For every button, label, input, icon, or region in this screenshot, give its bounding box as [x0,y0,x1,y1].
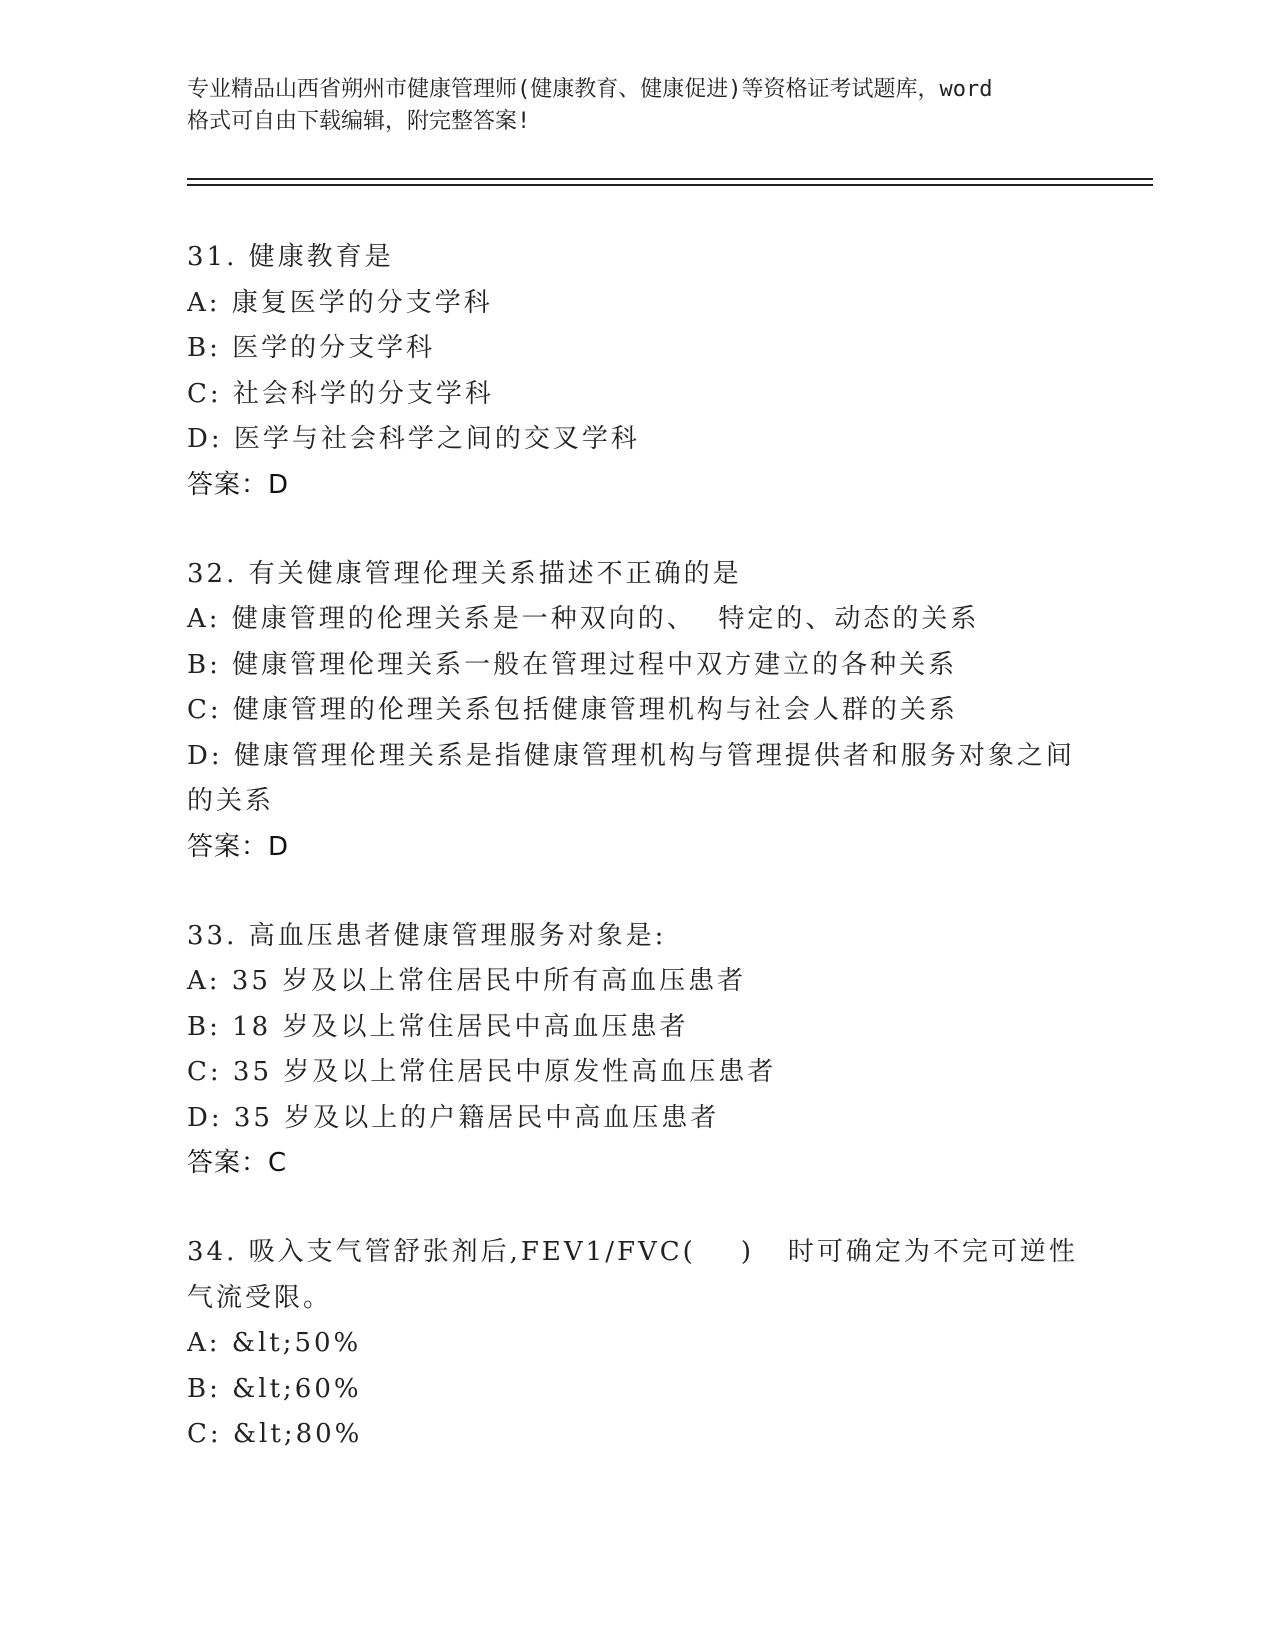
answer-key: 答案：C [187,1148,288,1178]
option-d: D: 医学与社会科学之间的交叉学科 [187,424,640,454]
option-b: B: 健康管理伦理关系一般在管理过程中双方建立的各种关系 [187,649,958,680]
option-b: B: 医学的分支学科 [187,333,436,363]
option-b: B: &lt;60% [187,1373,362,1404]
header-line-2: 格式可自由下载编辑，附完整答案! [187,109,531,134]
option-d: D: 健康管理伦理关系是指健康管理机构与管理提供者和服务对象之间的关系 [187,740,1075,816]
answer-key: 答案：D [187,469,290,500]
question-list [187,235,1087,1502]
question-32 [187,552,1087,870]
option-a: A: &lt;50% [187,1328,362,1358]
question-stem: 34. 吸入支气管舒张剂后,FEV1/FVC( ) 时可确定为不完可逆性气流受限。 [187,1237,1078,1313]
option-c: C: 健康管理的伦理关系包括健康管理机构与社会人群的关系 [187,695,958,725]
option-c: C: 35 岁及以上常住居民中原发性高血压患者 [187,1057,777,1087]
option-c: C: &lt;80% [187,1419,363,1449]
question-stem: 32. 有关健康管理伦理关系描述不正确的是 [187,558,742,589]
question-31 [187,235,1087,508]
question-33 [187,914,1087,1187]
header-rule-top [187,178,1153,180]
header-rule-bottom [187,184,1153,186]
document-header [187,74,1087,138]
question-34 [187,1230,1087,1458]
option-b: B: 18 岁及以上常住居民中高血压患者 [187,1011,689,1042]
option-a: A: 康复医学的分支学科 [187,287,493,318]
header-line-1: 专业精品山西省朔州市健康管理师(健康教育、健康促进)等资格证考试题库，word [187,77,993,102]
option-a: A: 35 岁及以上常住居民中所有高血压患者 [187,966,747,996]
option-a: A: 健康管理的伦理关系是一种双向的、 特定的、动态的关系 [187,604,980,634]
option-d: D: 35 岁及以上的户籍居民中高血压患者 [187,1102,720,1133]
question-stem: 31. 健康教育是 [187,242,394,272]
option-c: C: 社会科学的分支学科 [187,378,494,409]
question-stem: 33. 高血压患者健康管理服务对象是: [187,920,667,951]
answer-key: 答案：D [187,831,290,862]
